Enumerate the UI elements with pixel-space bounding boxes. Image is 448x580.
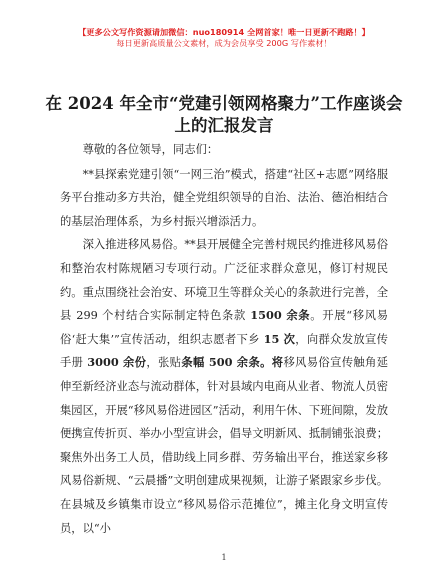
paragraph-2-bold-count: 1500 余条 <box>250 308 311 323</box>
promo-banner <box>0 27 448 49</box>
document-body <box>60 138 388 540</box>
page-number: 1 <box>221 553 227 562</box>
paragraph-2 <box>60 233 388 540</box>
greeting: 尊敬的各位领导，同志们： <box>82 143 219 156</box>
paragraph-2-bold-times: 15 次 <box>263 331 296 346</box>
paragraph-2-text-e: ，向群众发放宣传手册 <box>60 332 388 370</box>
paragraph-2-text-g: ，张贴 <box>146 356 182 370</box>
paragraph-1: **县探索党建引领“一网三治”模式，搭建“社区+志愿”网络服务平台推动多方共治，健全党组织领导的自治、法治、德治相结合的基层治理体系，为乡村振兴增添活力。 <box>60 167 388 228</box>
paragraph-2-bold-copies: 3000 余份 <box>87 355 147 370</box>
paragraph-2-text-i: 移风易俗宣传触角延伸至新经济业态与流动群体，针对县域内电商从业者、物流人员密集园区，开展“移风易俗进园区”活动，利用午休、下班间隙，发放便携宣传折页、举办小型宣讲会，倡导文明新风、抵制铺张浪费；聚焦外出务工人员，借助线上同乡群、劳务输出平台，推送家乡移风易俗新规、“云晨播”文明创建成果视频，让游子紧跟家乡步伐。在县城及乡镇集市设立“移风易俗示范摊位”，摊主化身文明宣传员，以“小 <box>60 356 389 535</box>
promo-banner-line1: 【更多公文写作资源请加微信：nuo180914 全网首家！唯一日更新不跑路！】 <box>78 27 370 37</box>
paragraph-2-text-c: 。开展“移风易俗‘赶大集’”宣传活动，组织志愿者下乡 <box>60 309 388 346</box>
document-title: 在 2024 年全市“党建引领网格聚力”工作座谈会上的汇报发言 <box>45 94 403 135</box>
promo-banner-line2: 每日更新高质量公文素材，成为会员享受 200G 写作素材！ <box>116 38 332 48</box>
paragraph-2-text-a: 深入推进移风易俗。**县开展健全完善村规民约推进移风易俗和整治农村陈规陋习专项行动。广泛征求群众意见，修订村规民约。重点围绕社会治安、环境卫生等群众关心的条款进行完善，全县 299 个村结合实际制定特色条款 <box>60 238 388 323</box>
paragraph-2-bold-banners: 条幅 500 余条。将 <box>181 355 284 370</box>
